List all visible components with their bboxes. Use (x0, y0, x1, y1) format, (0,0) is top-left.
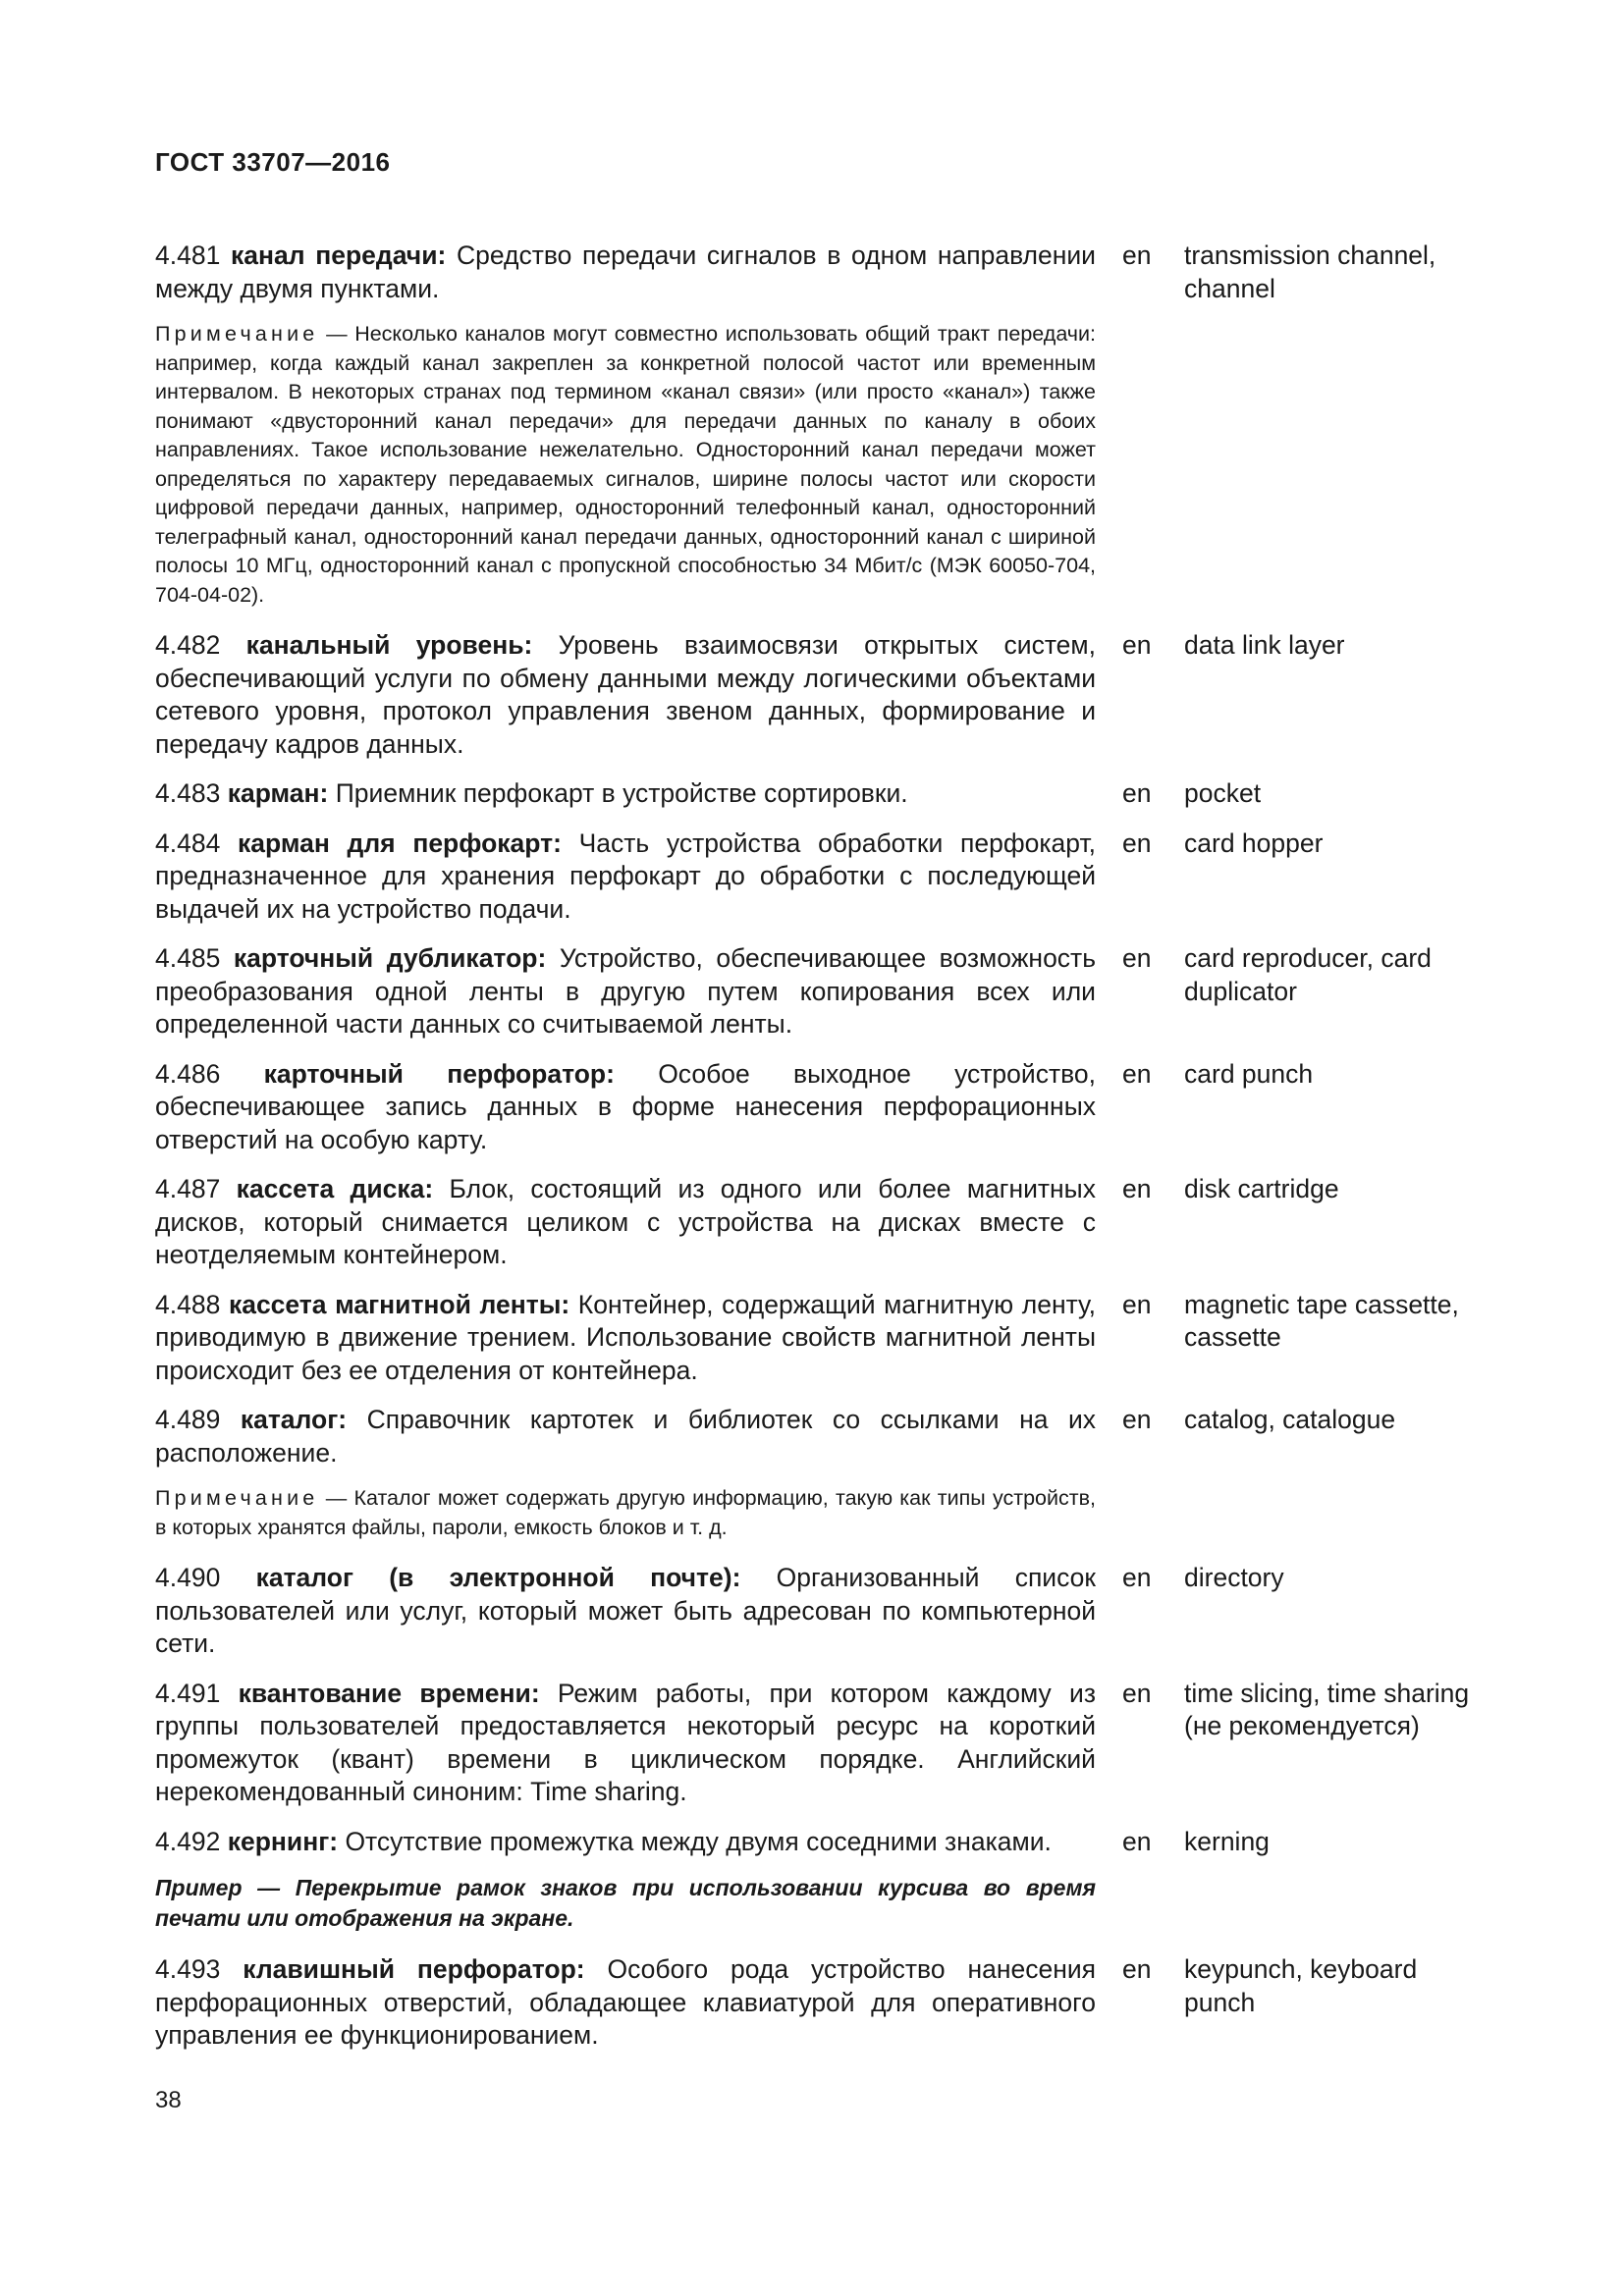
entry-number: 4.489 (155, 1405, 221, 1434)
definition (155, 1058, 1096, 1157)
term: кассета магнитной ленты: (228, 1289, 570, 1319)
language-code: en (1122, 1563, 1152, 1592)
term: каталог: (240, 1405, 348, 1434)
entry-number: 4.481 (155, 240, 221, 270)
english-equivalent: card reproducer, card duplicator (1184, 943, 1432, 1006)
definition (155, 777, 1096, 811)
english-equivalent: disk cartridge (1184, 1174, 1339, 1203)
standard-title: ГОСТ 33707—2016 (155, 147, 391, 177)
definition-text: Блок, состоящий из одного или более магнитных дисков, который снимается целиком с устройства на дисках вместе с неотделяемым контейнером. (155, 1174, 1096, 1269)
language-code: en (1122, 943, 1152, 973)
entry-number: 4.491 (155, 1678, 221, 1708)
definition-text: Отсутствие промежутка между двумя соседними знаками. (345, 1826, 1052, 1856)
definition (155, 1404, 1096, 1469)
definition-text: Режим работы, при котором каждому из группы пользователей предоставляется некоторый ресурс на короткий промежуток (квант) времени в циклическом порядке. Английский нерекомендованный синоним: Time sharing. (155, 1678, 1097, 1806)
english-equivalent: transmission channel, channel (1184, 240, 1436, 303)
note-4-489 (155, 1484, 1096, 1542)
term: кассета диска: (236, 1174, 434, 1203)
english-term: time slicing, time sharing (1184, 1678, 1470, 1708)
terms-list (155, 240, 1490, 2069)
definition (155, 1289, 1096, 1388)
note-label: Примечание (155, 322, 319, 346)
definition (155, 1678, 1096, 1809)
english-term-note: (не рекомендуется) (1184, 1711, 1420, 1740)
entry-number: 4.493 (155, 1954, 221, 1984)
definition-text: Особого рода устройство нанесения перфорационных отверстий, обладающее клавиатурой для оперативного управления ее функционированием. (155, 1954, 1096, 2050)
note-text: — Каталог может содержать другую информацию, такую как типы устройств, в которых хранятся файлы, пароли, емкость блоков и т. д. (155, 1486, 1096, 1539)
definition-text: Организованный список пользователей или услуг, который может быть адресован по компьютерной сети. (155, 1563, 1096, 1658)
definition-text: Средство передачи сигналов в одном направлении между двумя пунктами. (155, 240, 1096, 303)
entry-number: 4.486 (155, 1058, 221, 1089)
term-entry-4-490 (155, 1562, 1490, 1661)
language-code: en (1122, 1058, 1152, 1089)
term: карман: (227, 778, 329, 808)
language-code: en (1122, 778, 1152, 808)
page-number: 38 (155, 2087, 182, 2113)
english-equivalent: catalog, catalogue (1184, 1405, 1396, 1434)
english-equivalent (1184, 1678, 1490, 1743)
term-entry-4-487 (155, 1173, 1490, 1272)
term-entry-4-481 (155, 240, 1490, 305)
definition (155, 1826, 1096, 1859)
definition (155, 828, 1096, 927)
entry-number: 4.490 (155, 1563, 221, 1592)
term: кернинг: (227, 1826, 339, 1856)
term-entry-4-491 (155, 1678, 1490, 1809)
term-entry-4-492 (155, 1826, 1490, 1859)
english-equivalent: kerning (1184, 1826, 1270, 1856)
term: каталог (в электронной почте): (255, 1563, 741, 1592)
term-entry-4-489 (155, 1404, 1490, 1469)
term-entry-4-493 (155, 1953, 1490, 2053)
term-entry-4-483 (155, 777, 1490, 811)
definition-text: Уровень взаимосвязи открытых систем, обеспечивающий услуги по обмену данными между логическими объектами сетевого уровня, протокол управления звеном данных, формирование и передачу кадров данных. (155, 630, 1096, 759)
entry-number: 4.487 (155, 1174, 221, 1203)
english-equivalent: pocket (1184, 778, 1262, 808)
language-code: en (1122, 1826, 1152, 1856)
language-code: en (1122, 1678, 1152, 1708)
term: квантование времени: (238, 1678, 540, 1708)
term-entry-4-488 (155, 1289, 1490, 1388)
definition-text: Часть устройства обработки перфокарт, предназначенное для хранения перфокарт до обработки с последующей выдачей их на устройство подачи. (155, 828, 1097, 924)
term: канал передачи: (231, 240, 447, 270)
term: карман для перфокарт: (238, 828, 562, 858)
definition (155, 1562, 1096, 1661)
term: карточный дубликатор: (233, 943, 547, 973)
definition-text: Особое выходное устройство, обеспечивающее запись данных в форме нанесения перфорационных отверстий на особую карту. (155, 1058, 1096, 1154)
term-entry-4-482 (155, 629, 1490, 761)
term: канальный уровень: (245, 630, 533, 660)
language-code: en (1122, 1174, 1152, 1203)
term-entry-4-485 (155, 942, 1490, 1041)
definition (155, 1173, 1096, 1272)
english-equivalent: directory (1184, 1563, 1284, 1592)
term-entry-4-486 (155, 1058, 1490, 1157)
note-text: — Несколько каналов могут совместно использовать общий тракт передачи: например, когда каждый канал закреплен за конкретной полосой частот или временным интервалом. В некоторых странах под термином «канал связи» (или просто «канал») также понимают «двусторонний канал передачи» для передачи данных по каналу в обоих направлениях. Такое использование нежелательно. Односторонний канал передачи может определяться по характеру передаваемых сигналов, ширине полосы частот или скорости цифровой передачи данных, например, односторонний телефонный канал, односторонний телеграфный канал, односторонний канал передачи данных, односторонний канал с шириной полосы 10 МГц, односторонний канал с пропускной способностью 34 Мбит/с (МЭК 60050-704, 704-04-02). (155, 322, 1096, 607)
language-code: en (1122, 828, 1152, 858)
english-equivalent: card punch (1184, 1058, 1314, 1089)
definition-text: Устройство, обеспечивающее возможность преобразования одной ленты в другую путем копирования всех или определенной части данных со считываемой ленты. (155, 943, 1096, 1039)
term-entry-4-484 (155, 828, 1490, 927)
english-equivalent: card hopper (1184, 828, 1324, 858)
definition (155, 1953, 1096, 2053)
english-equivalent: keypunch, keyboard punch (1184, 1954, 1418, 2017)
entry-number: 4.484 (155, 828, 221, 858)
language-code: en (1122, 630, 1152, 660)
note-4-481 (155, 320, 1096, 610)
term: клавишный перфоратор: (243, 1954, 585, 1984)
definition-text: Контейнер, содержащий магнитную ленту, приводимую в движение трением. Использование свойств магнитной ленты происходит без ее отделения от контейнера. (155, 1289, 1096, 1385)
definition (155, 629, 1096, 761)
language-code: en (1122, 1289, 1152, 1319)
english-equivalent: magnetic tape cassette, cassette (1184, 1289, 1459, 1352)
definition-text: Справочник картотек и библиотек со ссылками на их расположение. (155, 1405, 1096, 1468)
definition (155, 240, 1096, 305)
definition-text: Приемник перфокарт в устройстве сортировки. (335, 778, 908, 808)
english-equivalent: data link layer (1184, 630, 1345, 660)
term: карточный перфоратор: (263, 1058, 615, 1089)
definition (155, 942, 1096, 1041)
language-code: en (1122, 240, 1152, 270)
entry-number: 4.482 (155, 630, 221, 660)
example-4-492: Пример — Перекрытие рамок знаков при использовании курсива во время печати или отображения на экране. (155, 1875, 1096, 1931)
entry-number: 4.492 (155, 1826, 221, 1856)
entry-number: 4.488 (155, 1289, 221, 1319)
language-code: en (1122, 1954, 1152, 1984)
note-label: Примечание (155, 1486, 319, 1510)
entry-number: 4.483 (155, 778, 221, 808)
language-code: en (1122, 1405, 1152, 1434)
entry-number: 4.485 (155, 943, 221, 973)
